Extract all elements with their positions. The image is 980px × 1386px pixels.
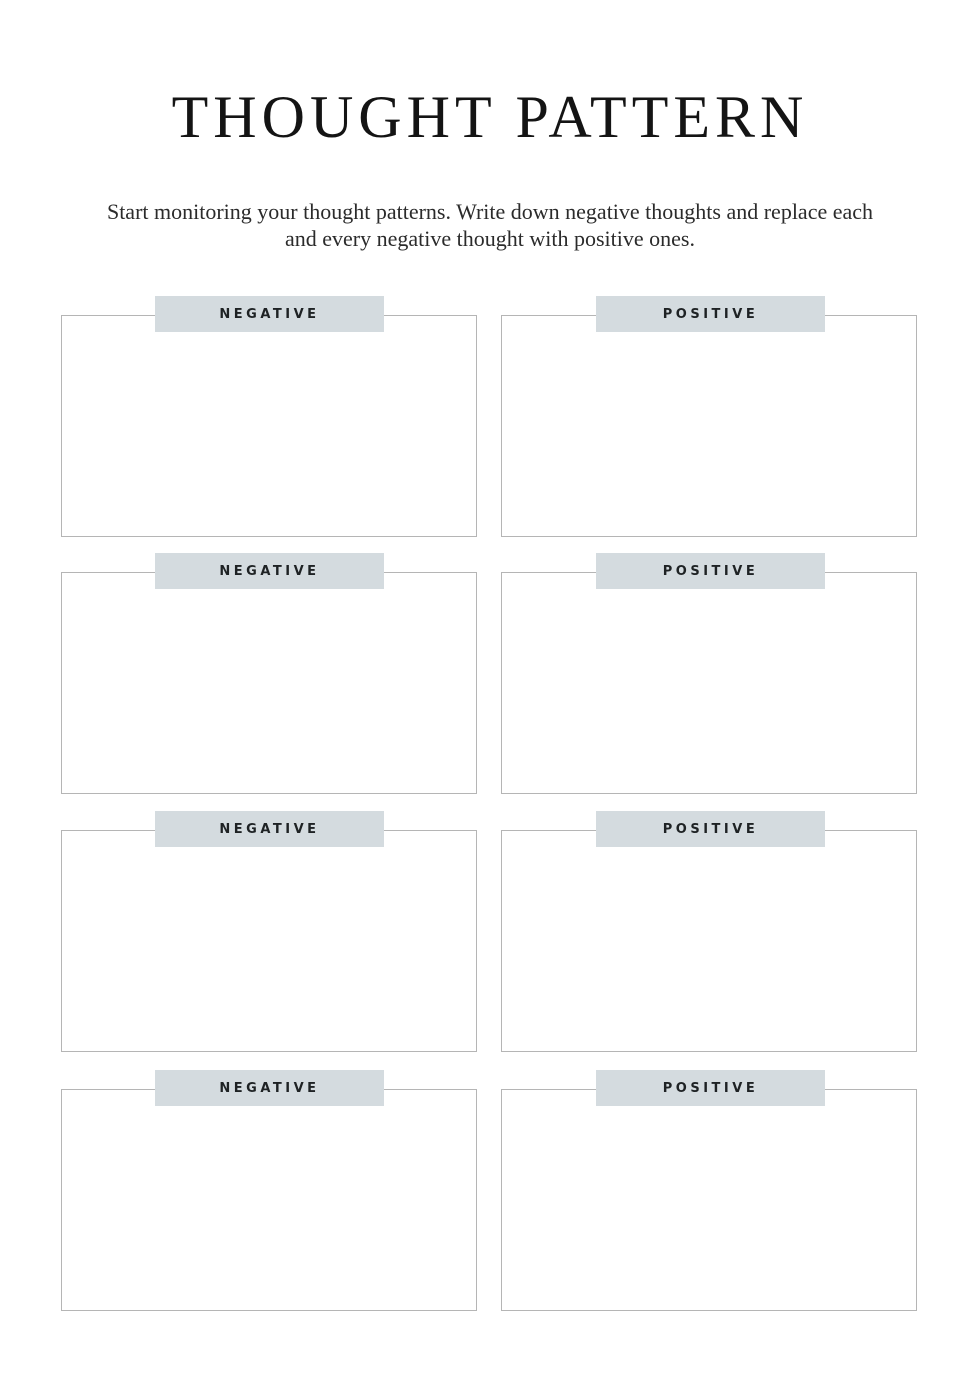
negative-box-4[interactable] bbox=[61, 1089, 477, 1311]
positive-label-1: POSITIVE bbox=[596, 296, 825, 332]
negative-box-1[interactable] bbox=[61, 315, 477, 537]
positive-box-4[interactable] bbox=[501, 1089, 917, 1311]
positive-label-4: POSITIVE bbox=[596, 1070, 825, 1106]
negative-label-1: NEGATIVE bbox=[155, 296, 384, 332]
negative-box-3[interactable] bbox=[61, 830, 477, 1052]
page-title: THOUGHT PATTERN bbox=[171, 84, 809, 150]
negative-label-2: NEGATIVE bbox=[155, 553, 384, 589]
negative-label-3: NEGATIVE bbox=[155, 811, 384, 847]
positive-label-3: POSITIVE bbox=[596, 811, 825, 847]
positive-box-1[interactable] bbox=[501, 315, 917, 537]
positive-box-2[interactable] bbox=[501, 572, 917, 794]
positive-label-2: POSITIVE bbox=[596, 553, 825, 589]
positive-box-3[interactable] bbox=[501, 830, 917, 1052]
negative-label-4: NEGATIVE bbox=[155, 1070, 384, 1106]
negative-box-2[interactable] bbox=[61, 572, 477, 794]
instructions-text: Start monitoring your thought patterns. Write down negative thoughts and replace each and every negative thought with positive ones. bbox=[106, 199, 874, 251]
